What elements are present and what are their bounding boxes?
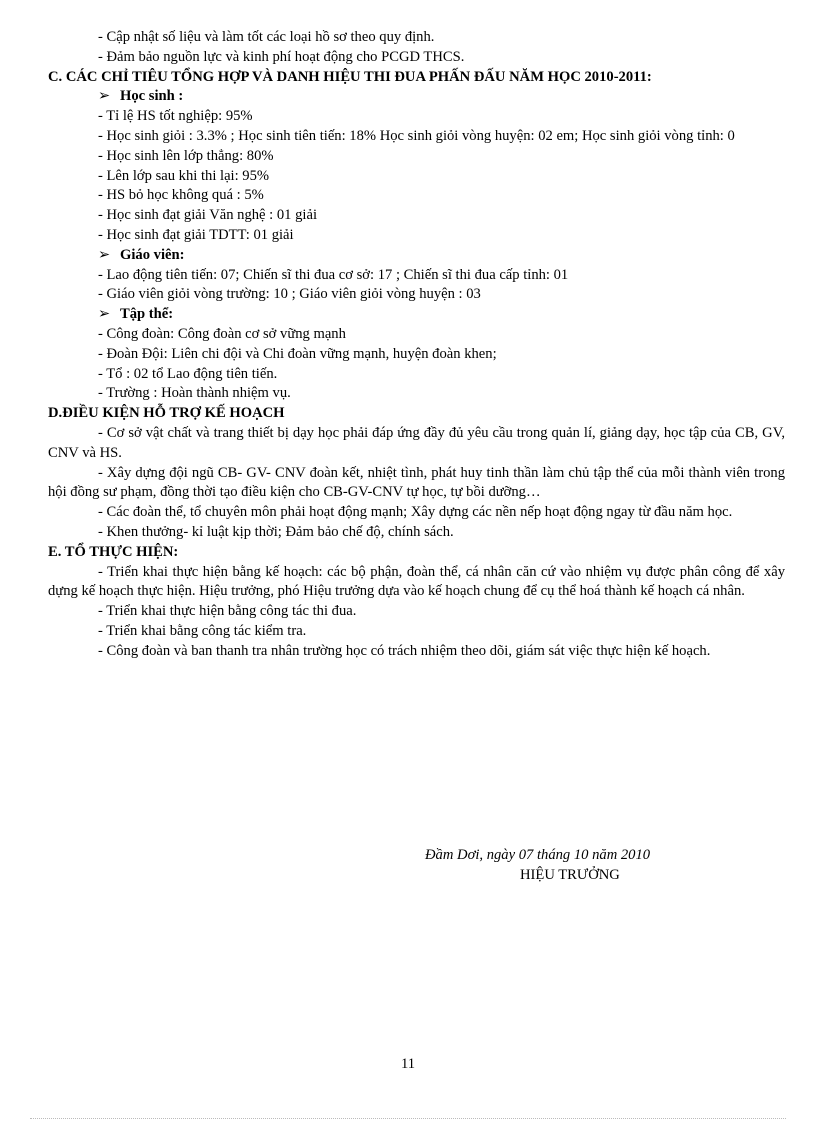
signature-date: Đầm Dơi, ngày 07 tháng 10 năm 2010 xyxy=(425,847,651,863)
section-heading: D.ĐIỀU KIỆN HỖ TRỢ KẾ HOẠCH xyxy=(48,405,285,422)
paragraph: - Xây dựng đội ngũ CB- GV- CNV đoàn kết, nhiệt tình, phát huy tinh thần làm chủ tập thể của mỗi thành viên trong hội đồng sư phạm, đồng thời tạo điều kiện cho CB-GV-CNV tự học, tự bồi dưỡng… xyxy=(48,464,785,501)
section-heading: C. CÁC CHỈ TIÊU TỔNG HỢP VÀ DANH HIỆU THI ĐUA PHẤN ĐẤU NĂM HỌC 2010-2011: xyxy=(48,68,652,85)
paragraph: - Lên lớp sau khi thi lại: 95% xyxy=(98,167,270,184)
paragraph: - Khen thưởng- kỉ luật kịp thời; Đảm bảo chế độ, chính sách. xyxy=(98,523,454,540)
subsection-heading xyxy=(48,305,785,325)
page-border xyxy=(30,1118,786,1119)
paragraph: - Học sinh đạt giải TDTT: 01 giải xyxy=(98,226,294,243)
paragraph: - Tổ : 02 tổ Lao động tiên tiến. xyxy=(98,365,278,382)
section-heading: E. TỔ THỰC HIỆN: xyxy=(48,543,179,560)
subsection-heading-text: Tập thể: xyxy=(120,306,174,323)
paragraph: - Lao động tiên tiến: 07; Chiến sĩ thi đua cơ sở: 17 ; Chiến sĩ thi đua cấp tỉnh: 01 xyxy=(98,266,569,283)
subsection-heading xyxy=(48,87,785,107)
paragraph: - Trường : Hoàn thành nhiệm vụ. xyxy=(98,385,291,402)
signature-title: HIỆU TRƯỞNG xyxy=(520,867,620,883)
paragraph: - Công đoàn: Công đoàn cơ sở vững mạnh xyxy=(98,325,346,342)
paragraph: - Học sinh giỏi : 3.3% ; Học sinh tiên tiến: 18% Học sinh giỏi vòng huyện: 02 em; Học sinh giỏi vòng tỉnh: 0 xyxy=(98,127,735,144)
document-body xyxy=(48,28,785,662)
subsection-heading xyxy=(48,246,785,266)
paragraph: - Các đoàn thể, tổ chuyên môn phải hoạt động mạnh; Xây dựng các nền nếp hoạt động ngay từ đầu năm học. xyxy=(98,504,733,521)
paragraph: - Học sinh đạt giải Văn nghệ : 01 giải xyxy=(98,207,317,224)
paragraph: - HS bỏ học không quá : 5% xyxy=(98,187,264,204)
paragraph: - Cập nhật số liệu và làm tốt các loại hồ sơ theo quy định. xyxy=(98,29,435,45)
paragraph: - Công đoàn và ban thanh tra nhân trường học có trách nhiệm theo dõi, giám sát việc thực hiện kế hoạch. xyxy=(98,642,711,659)
subsection-heading-text: Học sinh : xyxy=(120,88,184,105)
subsection-heading-text: Giáo viên: xyxy=(120,246,185,263)
paragraph: - Triển khai bằng công tác kiểm tra. xyxy=(98,622,307,639)
paragraph: - Đoàn Đội: Liên chi đội và Chi đoàn vững mạnh, huyện đoàn khen; xyxy=(98,345,497,362)
paragraph: - Triển khai thực hiện bằng công tác thi đua. xyxy=(98,603,357,620)
paragraph: - Giáo viên giỏi vòng trường: 10 ; Giáo viên giỏi vòng huyện : 03 xyxy=(98,286,481,303)
paragraph: - Học sinh lên lớp thẳng: 80% xyxy=(98,147,274,164)
arrow-bullet-icon: ➢ xyxy=(98,88,111,105)
page-number: 11 xyxy=(400,1056,416,1072)
paragraph: - Triển khai thực hiện bằng kế hoạch: các bộ phận, đoàn thể, cá nhân căn cứ vào nhiệm vụ được phân công để xây dựng kế hoạch thực hiện. Hiệu trưởng, phó Hiệu trưởng dựa vào kế hoạch chung để cụ thể hoá thành kế hoạch cá nhân. xyxy=(48,563,785,600)
arrow-bullet-icon: ➢ xyxy=(98,306,111,323)
paragraph: - Đảm bảo nguồn lực và kinh phí hoạt động cho PCGD THCS. xyxy=(98,48,465,65)
arrow-bullet-icon: ➢ xyxy=(98,246,111,263)
paragraph: - Tỉ lệ HS tốt nghiệp: 95% xyxy=(98,108,253,125)
paragraph: - Cơ sở vật chất và trang thiết bị dạy học phải đáp ứng đầy đủ yêu cầu trong quản lí, giảng dạy, học tập của CB, GV, CNV và HS. xyxy=(48,424,785,461)
